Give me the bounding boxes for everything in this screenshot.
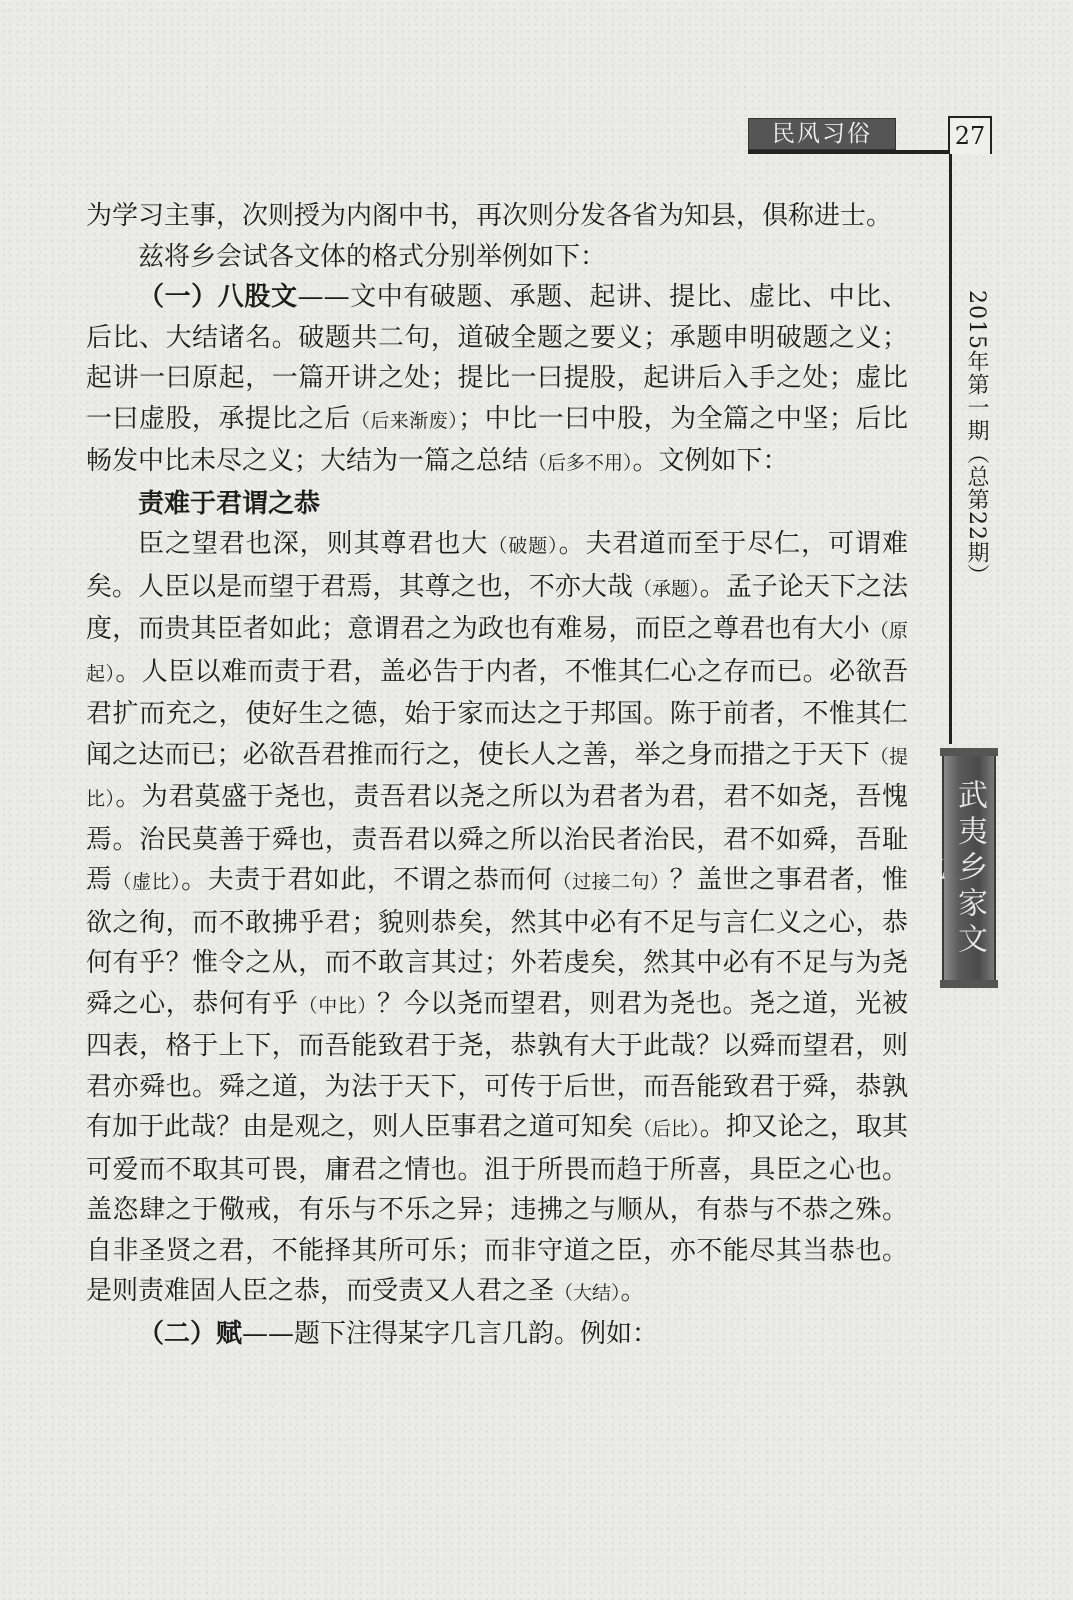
essay-note-9: （大结） [554, 1282, 621, 1304]
essay-body [86, 524, 908, 1314]
header-rule [748, 150, 950, 154]
paragraph-4-text: ——题下注得某字几言几韵。例如： [242, 1318, 659, 1349]
essay-title: 责难于君谓之恭 [138, 488, 321, 519]
paragraph-1-text: 为学习主事，次则授为内阁中书，再次则分发各省为知县，俱称进士。 [86, 201, 893, 231]
journal-banner [910, 752, 996, 984]
paragraph-4 [86, 1314, 908, 1355]
essay-note-1: （破题） [488, 535, 559, 557]
essay-text-10: 。 [620, 1276, 647, 1306]
issue-label: 2015年第一期（总第22期） [964, 290, 989, 587]
essay-text-2: 。夫君道而至于尽仁，可谓难矣。人臣以是而望于君焉，其尊之也，不亦大哉 [86, 529, 908, 602]
paragraph-2 [86, 237, 908, 278]
paragraph-1 [86, 196, 908, 237]
paragraph-2-text: 兹将乡会试各文体的格式分别举例如下： [138, 241, 607, 272]
paragraph-3 [86, 277, 908, 484]
note-2: （后多不用） [528, 452, 633, 474]
essay-text-4: 。人臣以难而责于君，盖必告于内者，不惟其仁心之存而已。必欲吾君扩而充之，使好生之德，始于家而达之于邦国。陈于前者，不惟其仁闻之达而已；必欲吾君推而行之，使长人之善，举之身而措之于天下 [86, 656, 908, 770]
essay-text-9: 。抑又论之，取其可爱而不取其可畏，庸君之情也。沮于所畏而趋于所喜，具臣之心也。盖恣肆之于儆戒，有乐与不乐之异；违拂之与顺从，有恭与不恭之殊。自非圣贤之君，不能择其所可乐；而非守道之臣，亦不能尽其当恭也。是则责难固人臣之恭，而受责又人君之圣 [86, 1112, 908, 1306]
essay-note-5: （虚比） [112, 871, 182, 893]
side-rule [949, 154, 952, 744]
essay-note-6: （过接二句） [552, 871, 670, 893]
essay-text-8: ？今以尧而望君，则君为尧也。尧之道，光被四表，格于上下，而吾能致君于尧，恭孰有大于此哉？以舜而望君，则君亦舜也。舜之道，为法于天下，可传于后世，而吾能致君于舜，恭孰有加于此哉？由是观之，则人臣事君之道可知矣 [86, 988, 908, 1142]
essay-note-2: （承题） [632, 577, 700, 600]
page-number: 27 [948, 116, 992, 154]
paragraph-3-text-a: ——文中有破题、承题、起讲、提比、虚比、中比、后比、大结诸名。破题共二句，道破全题之要义；承题申明破题之义；起讲一曰原起，一篇开讲之处；提比一曰提股，起讲后入手之处；虚比一曰虚股，承提比之后 [86, 282, 908, 434]
essay-text-7: ？盖世之事君者，惟欲之徇，而不敢拂乎君；貌则恭矣，然其中必有不足与言仁义之心，恭何有乎？惟令之从，而不敢言其过；外若虔矣，然其中必有不足与为尧舜之心，恭何有乎 [86, 865, 908, 1019]
article-body [86, 196, 908, 1354]
essay-note-4: （提比） [86, 745, 908, 810]
section-label: 民风习俗 [748, 118, 896, 150]
paragraph-3-text-c: 。文例如下： [632, 446, 789, 476]
essay-text-3: 。孟子论天下之法度，而贵其臣者如此；意谓君之为政也有难易，而臣之尊君也有大小 [86, 571, 908, 644]
essay-note-3: （原起） [86, 620, 908, 685]
note-1: （后来渐废） [350, 409, 459, 432]
paragraph-3-text-b: ；中比一曰中股，为全篇之中坚；后比畅发中比未尽之义；大结为一篇之总结 [86, 403, 908, 476]
essay-note-7: （中比） [298, 994, 377, 1017]
section-heading-1: （一）八股文 [138, 282, 298, 312]
essay-text-6: 。夫责于君如此，不谓之恭而何 [181, 865, 553, 895]
journal-banner-text: 武夷乡家文化 [910, 779, 987, 959]
essay-note-8: （后比） [632, 1118, 700, 1140]
section-heading-2: （二）赋 [138, 1318, 243, 1349]
essay-text-5: 。为君莫盛于尧也，责吾君以尧之所以为君者为君，君不如尧，吾愧焉。治民莫善于舜也，责吾君以舜之所以治民者治民，君不如舜，吾耻焉 [86, 782, 908, 895]
essay-text-1: 臣之望君也深，则其尊君也大 [138, 529, 489, 559]
